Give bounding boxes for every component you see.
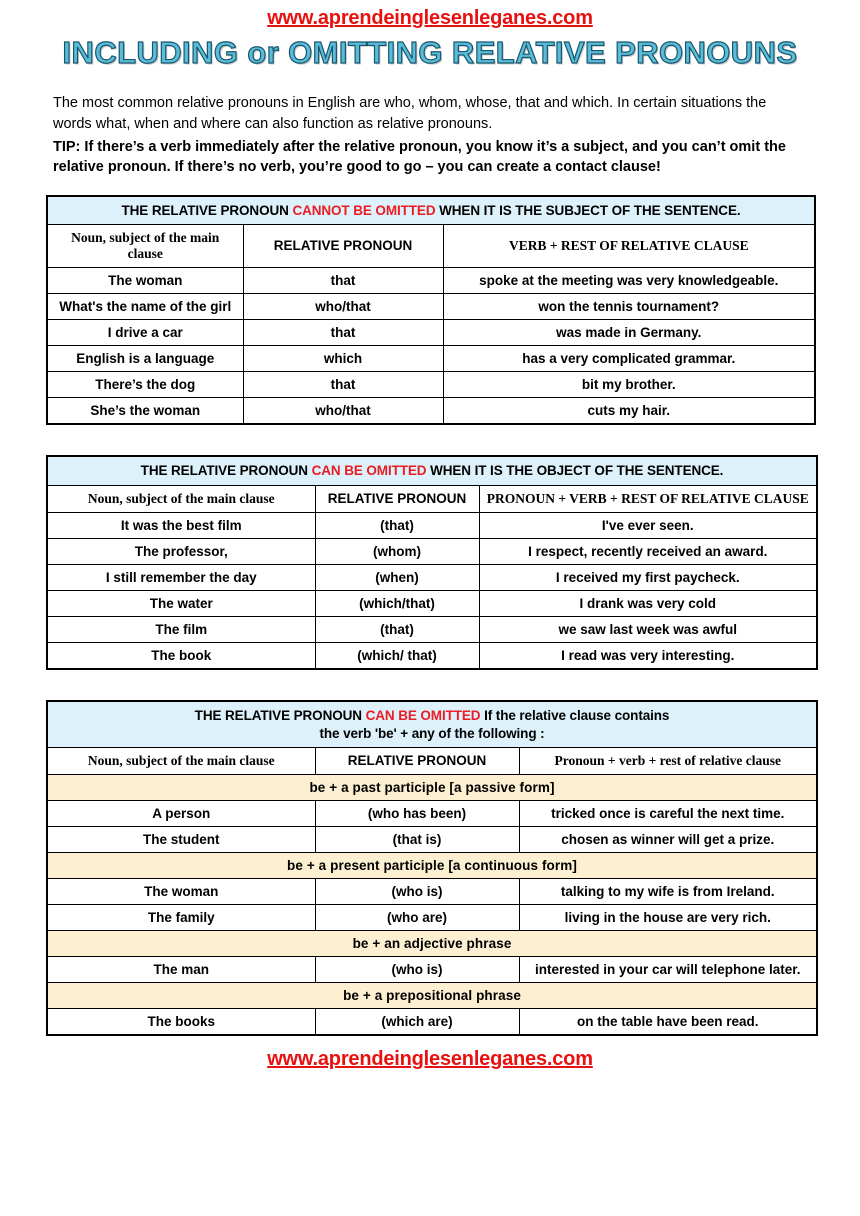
table-header-row bbox=[47, 485, 817, 512]
table-1-banner bbox=[47, 196, 815, 225]
cell-clause: we saw last week was awful bbox=[479, 616, 817, 642]
object-pronoun-table bbox=[46, 455, 818, 670]
cell-noun: The family bbox=[47, 905, 315, 931]
section-title-present-participle: be + a present participle [a continuous form] bbox=[47, 853, 817, 879]
table-banner-row bbox=[47, 701, 817, 748]
cell-pronoun: (which/that) bbox=[315, 590, 479, 616]
table-row bbox=[47, 320, 815, 346]
banner-text-before: THE RELATIVE PRONOUN bbox=[121, 202, 293, 218]
banner-highlight: CAN BE OMITTED bbox=[311, 463, 427, 479]
column-header-pronoun: RELATIVE PRONOUN bbox=[243, 225, 443, 268]
banner-highlight: CAN BE OMITTED bbox=[365, 707, 481, 723]
cell-clause: bit my brother. bbox=[443, 372, 815, 398]
cell-noun: A person bbox=[47, 801, 315, 827]
cell-clause: spoke at the meeting was very knowledgeable. bbox=[443, 268, 815, 294]
table-row bbox=[47, 957, 817, 983]
cell-pronoun: that bbox=[243, 372, 443, 398]
cell-clause: I respect, recently received an award. bbox=[479, 538, 817, 564]
table-row bbox=[47, 564, 817, 590]
section-title-row bbox=[47, 775, 817, 801]
section-title-row bbox=[47, 853, 817, 879]
table-row bbox=[47, 398, 815, 425]
cell-noun: The books bbox=[47, 1009, 315, 1036]
cell-clause: interested in your car will telephone later. bbox=[519, 957, 817, 983]
cell-noun: The student bbox=[47, 827, 315, 853]
cell-pronoun: who/that bbox=[243, 294, 443, 320]
column-header-pronoun: RELATIVE PRONOUN bbox=[315, 748, 519, 775]
section-title-adjective-phrase: be + an adjective phrase bbox=[47, 931, 817, 957]
table-3-wrap bbox=[0, 700, 860, 1036]
cell-noun: The water bbox=[47, 590, 315, 616]
subject-pronoun-table bbox=[46, 195, 816, 425]
cell-clause: won the tennis tournament? bbox=[443, 294, 815, 320]
table-row bbox=[47, 346, 815, 372]
cell-noun: The professor, bbox=[47, 538, 315, 564]
banner-text-before: THE RELATIVE PRONOUN bbox=[194, 707, 366, 723]
cell-clause: has a very complicated grammar. bbox=[443, 346, 815, 372]
cell-clause: I read was very interesting. bbox=[479, 642, 817, 669]
cell-pronoun: (who has been) bbox=[315, 801, 519, 827]
cell-pronoun: that bbox=[243, 268, 443, 294]
table-row bbox=[47, 1009, 817, 1036]
table-row bbox=[47, 268, 815, 294]
cell-noun: The woman bbox=[47, 268, 243, 294]
cell-clause: cuts my hair. bbox=[443, 398, 815, 425]
table-banner-row bbox=[47, 456, 817, 485]
cell-clause: I've ever seen. bbox=[479, 512, 817, 538]
cell-pronoun: (who is) bbox=[315, 879, 519, 905]
table-banner-row bbox=[47, 196, 815, 225]
banner-highlight: CANNOT BE OMITTED bbox=[292, 202, 436, 218]
column-header-noun: Noun, subject of the main clause bbox=[47, 225, 243, 268]
table-2-banner bbox=[47, 456, 817, 485]
cell-clause: chosen as winner will get a prize. bbox=[519, 827, 817, 853]
table-row bbox=[47, 642, 817, 669]
page-title: INCLUDING or OMITTING RELATIVE PRONOUNS bbox=[62, 35, 798, 70]
cell-pronoun: (that) bbox=[315, 512, 479, 538]
table-row bbox=[47, 590, 817, 616]
table-row bbox=[47, 538, 817, 564]
header-site-url[interactable]: www.aprendeinglesenleganes.com bbox=[267, 7, 593, 29]
banner-text-after: WHEN IT IS THE SUBJECT OF THE SENTENCE. bbox=[435, 202, 741, 218]
cell-noun: There’s the dog bbox=[47, 372, 243, 398]
table-row bbox=[47, 879, 817, 905]
cell-pronoun: (whom) bbox=[315, 538, 479, 564]
cell-noun: The man bbox=[47, 957, 315, 983]
banner-text-after: WHEN IT IS THE OBJECT OF THE SENTENCE. bbox=[426, 463, 724, 479]
table-header-row bbox=[47, 225, 815, 268]
table-row bbox=[47, 616, 817, 642]
intro-block bbox=[53, 93, 805, 178]
table-header-row bbox=[47, 748, 817, 775]
cell-clause: I received my first paycheck. bbox=[479, 564, 817, 590]
column-header-pronoun: RELATIVE PRONOUN bbox=[315, 485, 479, 512]
cell-noun: I still remember the day bbox=[47, 564, 315, 590]
cell-clause: talking to my wife is from Ireland. bbox=[519, 879, 817, 905]
cell-pronoun: (which/ that) bbox=[315, 642, 479, 669]
banner-text-before: THE RELATIVE PRONOUN bbox=[140, 463, 312, 479]
cell-noun: English is a language bbox=[47, 346, 243, 372]
cell-pronoun: (when) bbox=[315, 564, 479, 590]
cell-clause: I drank was very cold bbox=[479, 590, 817, 616]
section-title-past-participle: be + a past participle [a passive form] bbox=[47, 775, 817, 801]
table-row bbox=[47, 372, 815, 398]
intro-paragraph: The most common relative pronouns in English are who, whom, whose, that and which. In certain situations the words what, when and where can also function as relative pronouns. bbox=[53, 94, 767, 132]
column-header-clause: VERB + REST OF RELATIVE CLAUSE bbox=[443, 225, 815, 268]
cell-noun: She’s the woman bbox=[47, 398, 243, 425]
cell-pronoun: (that is) bbox=[315, 827, 519, 853]
column-header-noun: Noun, subject of the main clause bbox=[47, 485, 315, 512]
section-title-prepositional-phrase: be + a prepositional phrase bbox=[47, 983, 817, 1009]
cell-pronoun: which bbox=[243, 346, 443, 372]
cell-noun: The film bbox=[47, 616, 315, 642]
be-verb-omission-table bbox=[46, 700, 818, 1036]
banner-text-line2: the verb 'be' + any of the following : bbox=[319, 725, 545, 741]
column-header-clause: Pronoun + verb + rest of relative clause bbox=[519, 748, 817, 775]
column-header-noun: Noun, subject of the main clause bbox=[47, 748, 315, 775]
cell-pronoun: (that) bbox=[315, 616, 479, 642]
cell-clause: living in the house are very rich. bbox=[519, 905, 817, 931]
section-title-row bbox=[47, 931, 817, 957]
cell-clause: was made in Germany. bbox=[443, 320, 815, 346]
section-title-row bbox=[47, 983, 817, 1009]
cell-noun: It was the best film bbox=[47, 512, 315, 538]
table-row bbox=[47, 294, 815, 320]
cell-noun: What's the name of the girl bbox=[47, 294, 243, 320]
cell-pronoun: who/that bbox=[243, 398, 443, 425]
table-3-banner bbox=[47, 701, 817, 748]
intro-tip: TIP: If there’s a verb immediately after the relative pronoun, you know it’s a subject, and you can’t omit the relative pronoun. If there’s no verb, you’re good to go – you can create a contact clause! bbox=[53, 138, 786, 176]
cell-pronoun: (who is) bbox=[315, 957, 519, 983]
table-row bbox=[47, 801, 817, 827]
cell-noun: The woman bbox=[47, 879, 315, 905]
cell-pronoun: (which are) bbox=[315, 1009, 519, 1036]
cell-pronoun: that bbox=[243, 320, 443, 346]
cell-clause: tricked once is careful the next time. bbox=[519, 801, 817, 827]
cell-clause: on the table have been read. bbox=[519, 1009, 817, 1036]
table-row bbox=[47, 827, 817, 853]
table-1-wrap bbox=[0, 195, 860, 425]
table-2-wrap bbox=[0, 455, 860, 670]
footer-site-url[interactable]: www.aprendeinglesenleganes.com bbox=[267, 1048, 593, 1071]
banner-text-after: If the relative clause contains bbox=[480, 707, 670, 723]
table-row bbox=[47, 905, 817, 931]
cell-noun: I drive a car bbox=[47, 320, 243, 346]
cell-pronoun: (who are) bbox=[315, 905, 519, 931]
column-header-clause: PRONOUN + VERB + REST OF RELATIVE CLAUSE bbox=[479, 485, 817, 512]
cell-noun: The book bbox=[47, 642, 315, 669]
table-row bbox=[47, 512, 817, 538]
